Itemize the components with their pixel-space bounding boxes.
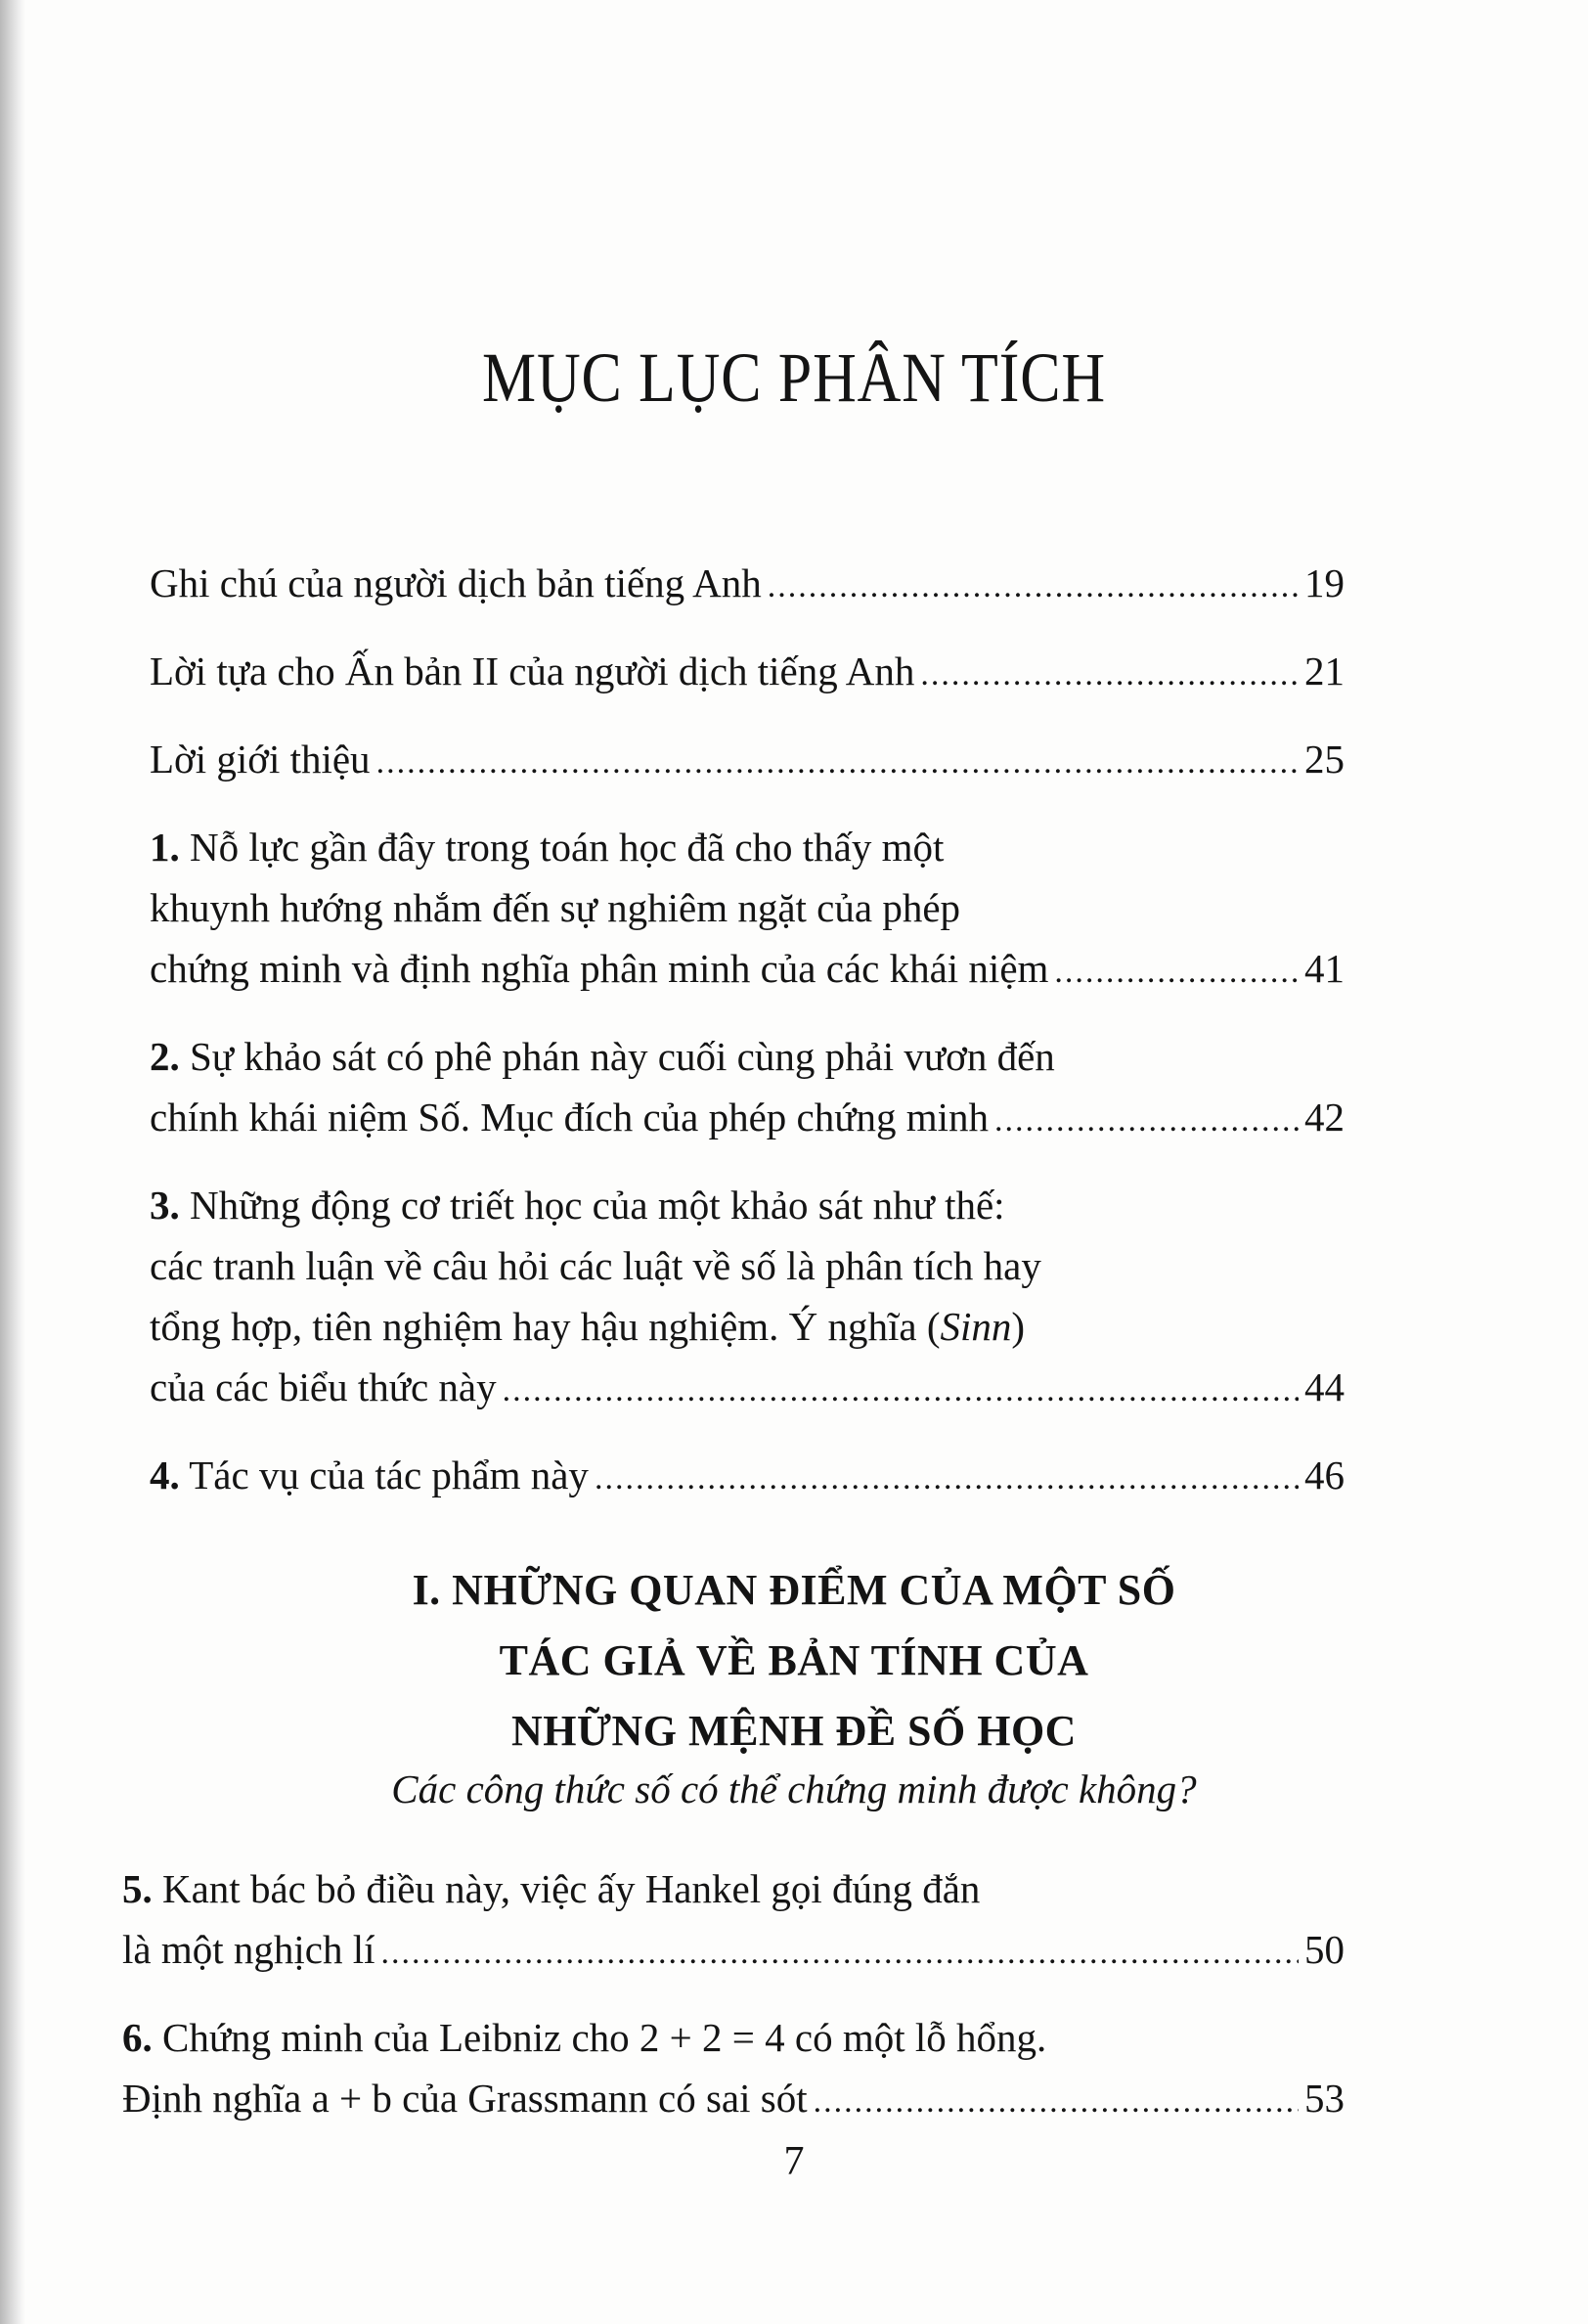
toc-entry-page: 53: [1304, 2076, 1345, 2121]
toc-entry-page: 44: [1304, 1364, 1345, 1409]
entry-number: 5.: [122, 1866, 153, 1911]
page-number: 7: [783, 2139, 805, 2184]
entry-number: 3.: [150, 1183, 180, 1228]
toc-entry-text: chính khái niệm Số. Mục đích của phép chứng minh: [150, 1095, 989, 1140]
toc-entry-page: 41: [1304, 946, 1345, 991]
dot-leader: [994, 1091, 1299, 1151]
section-heading-line: I. NHỮNG QUAN ĐIỂM CỦA MỘT SỐ: [412, 1566, 1176, 1614]
dot-leader: [503, 1361, 1299, 1421]
toc-entry-1: [150, 817, 1345, 1003]
entry-line: Kant bác bỏ điều này, việc ấy Hankel gọi đúng đắn: [162, 1866, 981, 1911]
table-of-contents: [150, 553, 1345, 1533]
toc-entry-3: [150, 1175, 1345, 1421]
toc-entry-text: Lời giới thiệu: [150, 737, 371, 782]
dot-leader: [381, 1923, 1300, 1984]
entry-number: 6.: [122, 2015, 153, 2060]
dot-leader: [920, 645, 1299, 705]
entry-line: Nỗ lực gần đây trong toán học đã cho thấy một: [190, 825, 945, 870]
entry-number: 4.: [150, 1452, 180, 1497]
entry-number: 2.: [150, 1034, 180, 1079]
section-heading-line: TÁC GIẢ VỀ BẢN TÍNH CỦA: [499, 1636, 1089, 1684]
page-title: MỤC LỤC PHÂN TÍCH: [482, 338, 1106, 417]
section-contents: [122, 1858, 1345, 2156]
entry-line: Chứng minh của Leibniz cho 2 + 2 = 4 có một lỗ hổng.: [162, 2015, 1047, 2060]
dot-leader: [814, 2072, 1299, 2132]
dot-leader: [768, 557, 1299, 617]
toc-entry-translator-note: [150, 553, 1345, 617]
toc-entry-page: 50: [1304, 1927, 1345, 1972]
entry-line: ): [1011, 1304, 1026, 1349]
toc-entry-4: [150, 1445, 1345, 1509]
entry-number: 1.: [150, 825, 180, 870]
entry-line: các tranh luận về câu hỏi các luật về số là phân tích hay: [150, 1243, 1041, 1288]
toc-entry-text: Định nghĩa a + b của Grassmann có sai sót: [122, 2076, 808, 2121]
entry-line-italic-term: Sinn: [940, 1304, 1012, 1349]
toc-entry-page: 25: [1304, 737, 1345, 782]
toc-entry-page: 19: [1304, 560, 1345, 605]
toc-entry-text: Tác vụ của tác phẩm này: [189, 1452, 589, 1497]
toc-entry-page: 46: [1304, 1452, 1345, 1497]
dot-leader: [1054, 942, 1299, 1003]
toc-entry-introduction: [150, 729, 1345, 793]
page-binding-shadow: [0, 0, 25, 2324]
toc-entry-preface-second-edition: [150, 641, 1345, 705]
toc-entry-text: Lời tựa cho Ấn bản II của người dịch tiếng Anh: [150, 648, 915, 693]
entry-line: Sự khảo sát có phê phán này cuối cùng phải vươn đến: [190, 1034, 1055, 1079]
dot-leader: [376, 733, 1299, 793]
toc-entry-text: của các biểu thức này: [150, 1364, 497, 1409]
toc-entry-text: chứng minh và định nghĩa phân minh của các khái niệm: [150, 946, 1049, 991]
entry-line: Những động cơ triết học của một khảo sát như thế:: [190, 1183, 1005, 1228]
section-heading-line: NHỮNG MỆNH ĐỀ SỐ HỌC: [511, 1707, 1077, 1755]
toc-entry-page: 21: [1304, 648, 1345, 693]
toc-entry-text: Ghi chú của người dịch bản tiếng Anh: [150, 560, 762, 605]
toc-entry-5: [122, 1858, 1345, 1984]
entry-line: khuynh hướng nhắm đến sự nghiêm ngặt của phép: [150, 885, 961, 930]
toc-entry-page: 42: [1304, 1095, 1345, 1140]
toc-entry-6: [122, 2007, 1345, 2132]
toc-entry-2: [150, 1026, 1345, 1151]
section-subheading: Các công thức số có thể chứng minh được không?: [391, 1766, 1197, 1811]
dot-leader: [595, 1449, 1299, 1509]
entry-line: tổng hợp, tiên nghiệm hay hậu nghiệm. Ý nghĩa (: [150, 1304, 941, 1349]
toc-entry-text: là một nghịch lí: [122, 1927, 375, 1972]
section-heading: [0, 1555, 1588, 1766]
